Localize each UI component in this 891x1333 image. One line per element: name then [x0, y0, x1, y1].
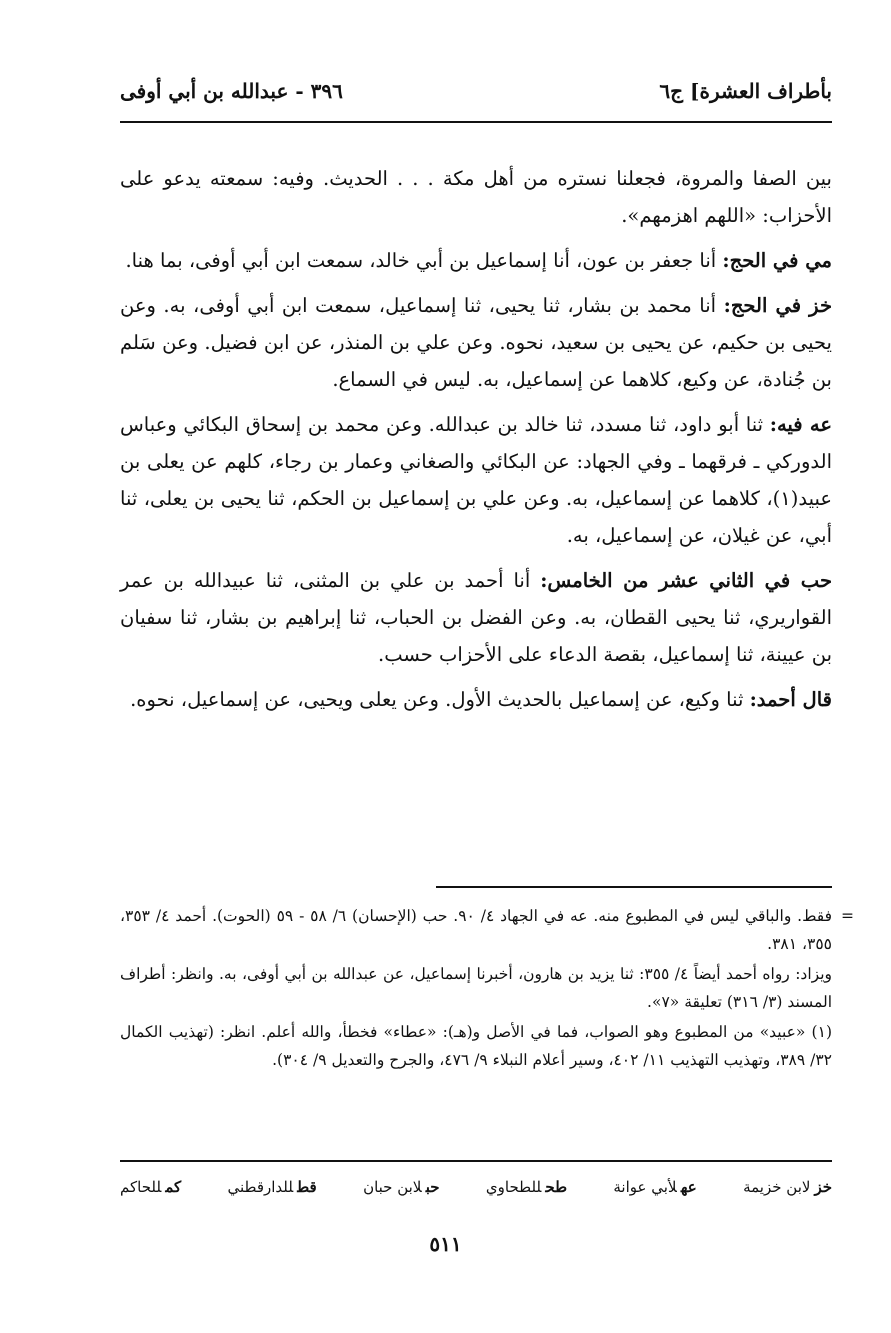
- abbreviation-code: عه: [680, 1178, 697, 1196]
- abbreviation-item: [228, 1178, 317, 1196]
- footnote-continuation: [120, 902, 854, 958]
- footnote-text: فقط. والباقي ليس في المطبوع منه. عه في الجهاد ٤/ ٩٠. حب (الإحسان) ٦/ ٥٨ - ٥٩ (الحوت). أحمد ٤/ ٣٥٣، ٣٥٥، ٣٨١.: [120, 907, 833, 953]
- abbreviation-code: قط: [297, 1178, 317, 1196]
- abbreviation-name: للدارقطني: [227, 1178, 294, 1196]
- paragraph: [120, 681, 832, 718]
- header-chapter-title: ٣٩٦ - عبدالله بن أبي أوفى: [120, 79, 343, 103]
- main-text: [120, 160, 832, 726]
- abbreviation-item: [743, 1178, 832, 1196]
- source-label: مي في الحج:: [722, 249, 832, 272]
- continuation-mark: =: [841, 907, 854, 925]
- footnote-text: (١) «عبيد» من المطبوع وهو الصواب، فما في الأصل و(هـ): «عطاء» فخطأ، والله أعلم. انظر: (تهذيب الكمال ٣٢/ ٣٨٩، وتهذيب التهذيب ١١/ ٤٠٢، وسير أعلام النبلاء ٩/ ٤٧٦، والجرح والتعديل ٩/ ٣٠٤).: [120, 1023, 832, 1069]
- paragraph: [120, 160, 832, 234]
- paragraph-text: أنا جعفر بن عون، أنا إسماعيل بن أبي خالد، سمعت ابن أبي أوفى، بما هنا.: [125, 249, 723, 272]
- paragraph-text: بين الصفا والمروة، فجعلنا نستره من أهل مكة . . . الحديث. وفيه: سمعته يدعو على الأحزاب: «اللهم اهزمهم».: [120, 167, 832, 227]
- source-label: قال أحمد:: [749, 688, 832, 711]
- abbreviations-divider: [120, 1160, 832, 1162]
- abbreviation-name: للحاكم: [120, 1178, 162, 1196]
- header-book-title: بأطراف العشرة] ج٦: [659, 79, 832, 103]
- paragraph: [120, 242, 832, 279]
- source-label: خز في الحج:: [723, 294, 833, 317]
- abbreviation-code: طح: [545, 1178, 568, 1196]
- abbreviation-code: كم: [165, 1178, 182, 1196]
- footnote: [120, 960, 832, 1016]
- header-divider: [120, 121, 832, 123]
- paragraph: [120, 287, 832, 398]
- paragraph-text: ثنا أبو داود، ثنا مسدد، ثنا خالد بن عبدالله. وعن محمد بن إسحاق البكائي وعباس الدوركي ـ فرقهما ـ وفي الجهاد: عن البكائي والصغاني وعمار بن رجاء، كلهم عن يعلى بن عبيد(١)، كلاهما عن إسماعيل، به. وعن علي بن إسماعيل بن الحكم، ثنا يحيى بن يعلى، ثنا أبي، عن غيلان، عن إسماعيل، به.: [120, 413, 832, 547]
- footnote: [120, 1018, 832, 1074]
- abbreviation-item: [613, 1178, 696, 1196]
- abbreviation-item: [486, 1178, 567, 1196]
- source-label: عه فيه:: [769, 413, 832, 436]
- running-header: [120, 74, 832, 108]
- footnote-divider: [436, 886, 832, 888]
- abbreviation-item: [120, 1178, 181, 1196]
- paragraph-text: ثنا وكيع، عن إسماعيل بالحديث الأول. وعن يعلى ويحيى، عن إسماعيل، نحوه.: [130, 688, 750, 711]
- abbreviation-item: [363, 1178, 440, 1196]
- paragraph: [120, 562, 832, 673]
- abbreviation-name: لابن حبان: [363, 1178, 422, 1196]
- abbreviation-name: لابن خزيمة: [743, 1178, 811, 1196]
- abbreviation-name: للطحاوي: [485, 1178, 542, 1196]
- page-number: ٥١١: [429, 1232, 462, 1256]
- paragraph-text: أنا محمد بن بشار، ثنا يحيى، ثنا إسماعيل، سمعت ابن أبي أوفى، به. وعن يحيى بن حكيم، عن يحيى بن سعيد، نحوه. وعن علي بن المنذر، عن ابن فضيل. وعن سَلم بن جُنادة، عن وكيع، كلاهما عن إسماعيل، به. ليس في السماع.: [120, 294, 832, 391]
- footnotes: [120, 902, 854, 1076]
- abbreviation-code: حب: [425, 1178, 440, 1196]
- abbreviation-name: لأبي عوانة: [613, 1178, 677, 1196]
- abbreviations-legend: [120, 1178, 832, 1196]
- paragraph: [120, 406, 832, 554]
- abbreviation-code: خز: [814, 1178, 832, 1196]
- paragraph-text: أنا أحمد بن علي بن المثنى، ثنا عبيدالله بن عمر القواريري، ثنا يحيى القطان، به. وعن الفضل بن الحباب، ثنا إبراهيم بن بشار، ثنا سفيان بن عيينة، ثنا إسماعيل، بقصة الدعاء على الأحزاب حسب.: [120, 569, 832, 666]
- source-label: حب في الثاني عشر من الخامس:: [540, 569, 832, 592]
- footnote-text: ويزاد: رواه أحمد أيضاً ٤/ ٣٥٥: ثنا يزيد بن هارون، أخبرنا إسماعيل، عن عبدالله بن أبي أوفى، به. وانظر: أطراف المسند (٣/ ٣١٦) تعليقة «٧».: [120, 965, 832, 1011]
